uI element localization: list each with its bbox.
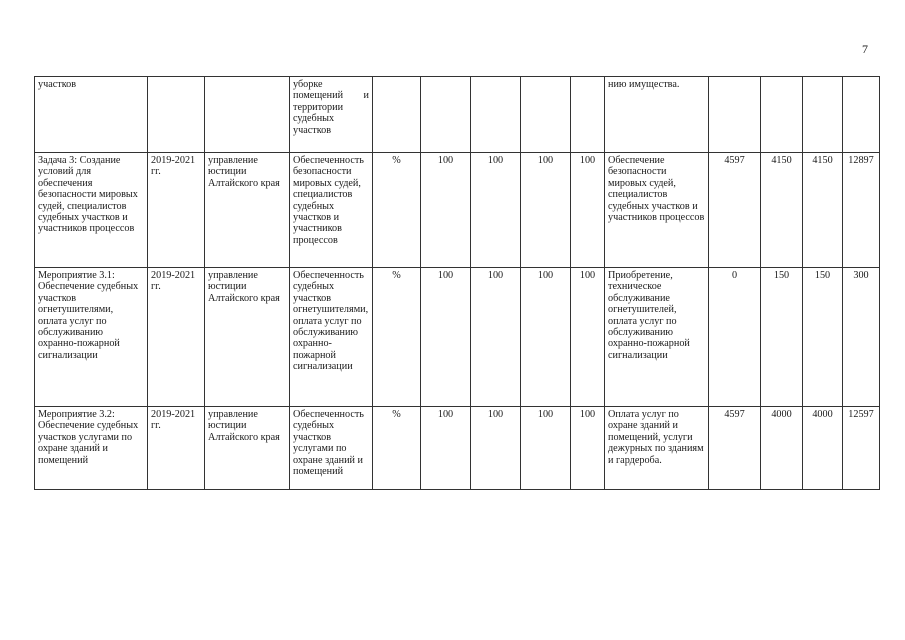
cell-value: 100 — [471, 268, 521, 407]
cell-indicator: Обеспеченность судебных участков услугами по охране зданий и помещений — [290, 407, 373, 490]
cell-value: 100 — [571, 407, 605, 490]
cell-value: 100 — [571, 153, 605, 268]
cell-executor: управление юстиции Алтайского края — [205, 407, 290, 490]
cell-value: 100 — [471, 407, 521, 490]
cell-result: нию имущества. — [605, 77, 709, 153]
cell-total: 12597 — [843, 407, 880, 490]
cell-unit: % — [373, 268, 421, 407]
cell-name: участков — [35, 77, 148, 153]
page-number: 7 — [862, 42, 868, 56]
cell-result: Оплата услуг по охране зданий и помещений, услуги дежурных по зданиям и гардероба. — [605, 407, 709, 490]
cell-name: Мероприятие 3.1: Обеспечение судебных участков огнетушителями, оплата услуг по обслуживанию охранно-пожарной сигнализации — [35, 268, 148, 407]
cell-funding: 4150 — [803, 153, 843, 268]
cell-indicator: Обеспеченность судебных участков огнетушителями,оплата услуг по обслуживанию охранно-пожарной сигнализации — [290, 268, 373, 407]
cell-result: Обеспечение безопасности мировых судей, специалистов судебных участков и участников процессов — [605, 153, 709, 268]
table-row — [35, 153, 880, 268]
cell-name: Мероприятие 3.2: Обеспечение судебных участков услугами по охране зданий и помещений — [35, 407, 148, 490]
table-row — [35, 407, 880, 490]
cell-unit: % — [373, 153, 421, 268]
cell-value: 100 — [421, 153, 471, 268]
cell-value: 100 — [421, 407, 471, 490]
cell-funding: 4150 — [761, 153, 803, 268]
cell-funding: 4597 — [709, 153, 761, 268]
cell-period: 2019-2021 гг. — [148, 407, 205, 490]
program-table — [34, 76, 880, 490]
cell-funding: 150 — [803, 268, 843, 407]
cell-value: 100 — [521, 268, 571, 407]
cell-funding: 4000 — [761, 407, 803, 490]
cell-value: 100 — [521, 407, 571, 490]
cell-result: Приобретение, техническое обслуживание огнетушителей, оплата услуг по обслуживанию охранно-пожарной сигнализации — [605, 268, 709, 407]
table-row — [35, 268, 880, 407]
cell-value: 100 — [421, 268, 471, 407]
cell-funding: 150 — [761, 268, 803, 407]
cell-period: 2019-2021 гг. — [148, 268, 205, 407]
cell-executor: управление юстиции Алтайского края — [205, 153, 290, 268]
cell-total: 12897 — [843, 153, 880, 268]
cell-value: 100 — [521, 153, 571, 268]
table-row-continuation — [35, 77, 880, 153]
cell-executor: управление юстиции Алтайского края — [205, 268, 290, 407]
cell-value: 100 — [471, 153, 521, 268]
cell-indicator: уборке помещений и территории судебных участков — [290, 77, 373, 153]
cell-funding: 4597 — [709, 407, 761, 490]
cell-unit: % — [373, 407, 421, 490]
cell-value: 100 — [571, 268, 605, 407]
cell-funding: 4000 — [803, 407, 843, 490]
cell-indicator: Обеспеченность безопасности мировых судей, специалистов судебных участков и участников процессов — [290, 153, 373, 268]
cell-name: Задача 3: Создание условий для обеспечения безопасности мировых судей, специалистов судебных участков и участников процессов — [35, 153, 148, 268]
cell-period: 2019-2021 гг. — [148, 153, 205, 268]
cell-funding: 0 — [709, 268, 761, 407]
cell-total: 300 — [843, 268, 880, 407]
